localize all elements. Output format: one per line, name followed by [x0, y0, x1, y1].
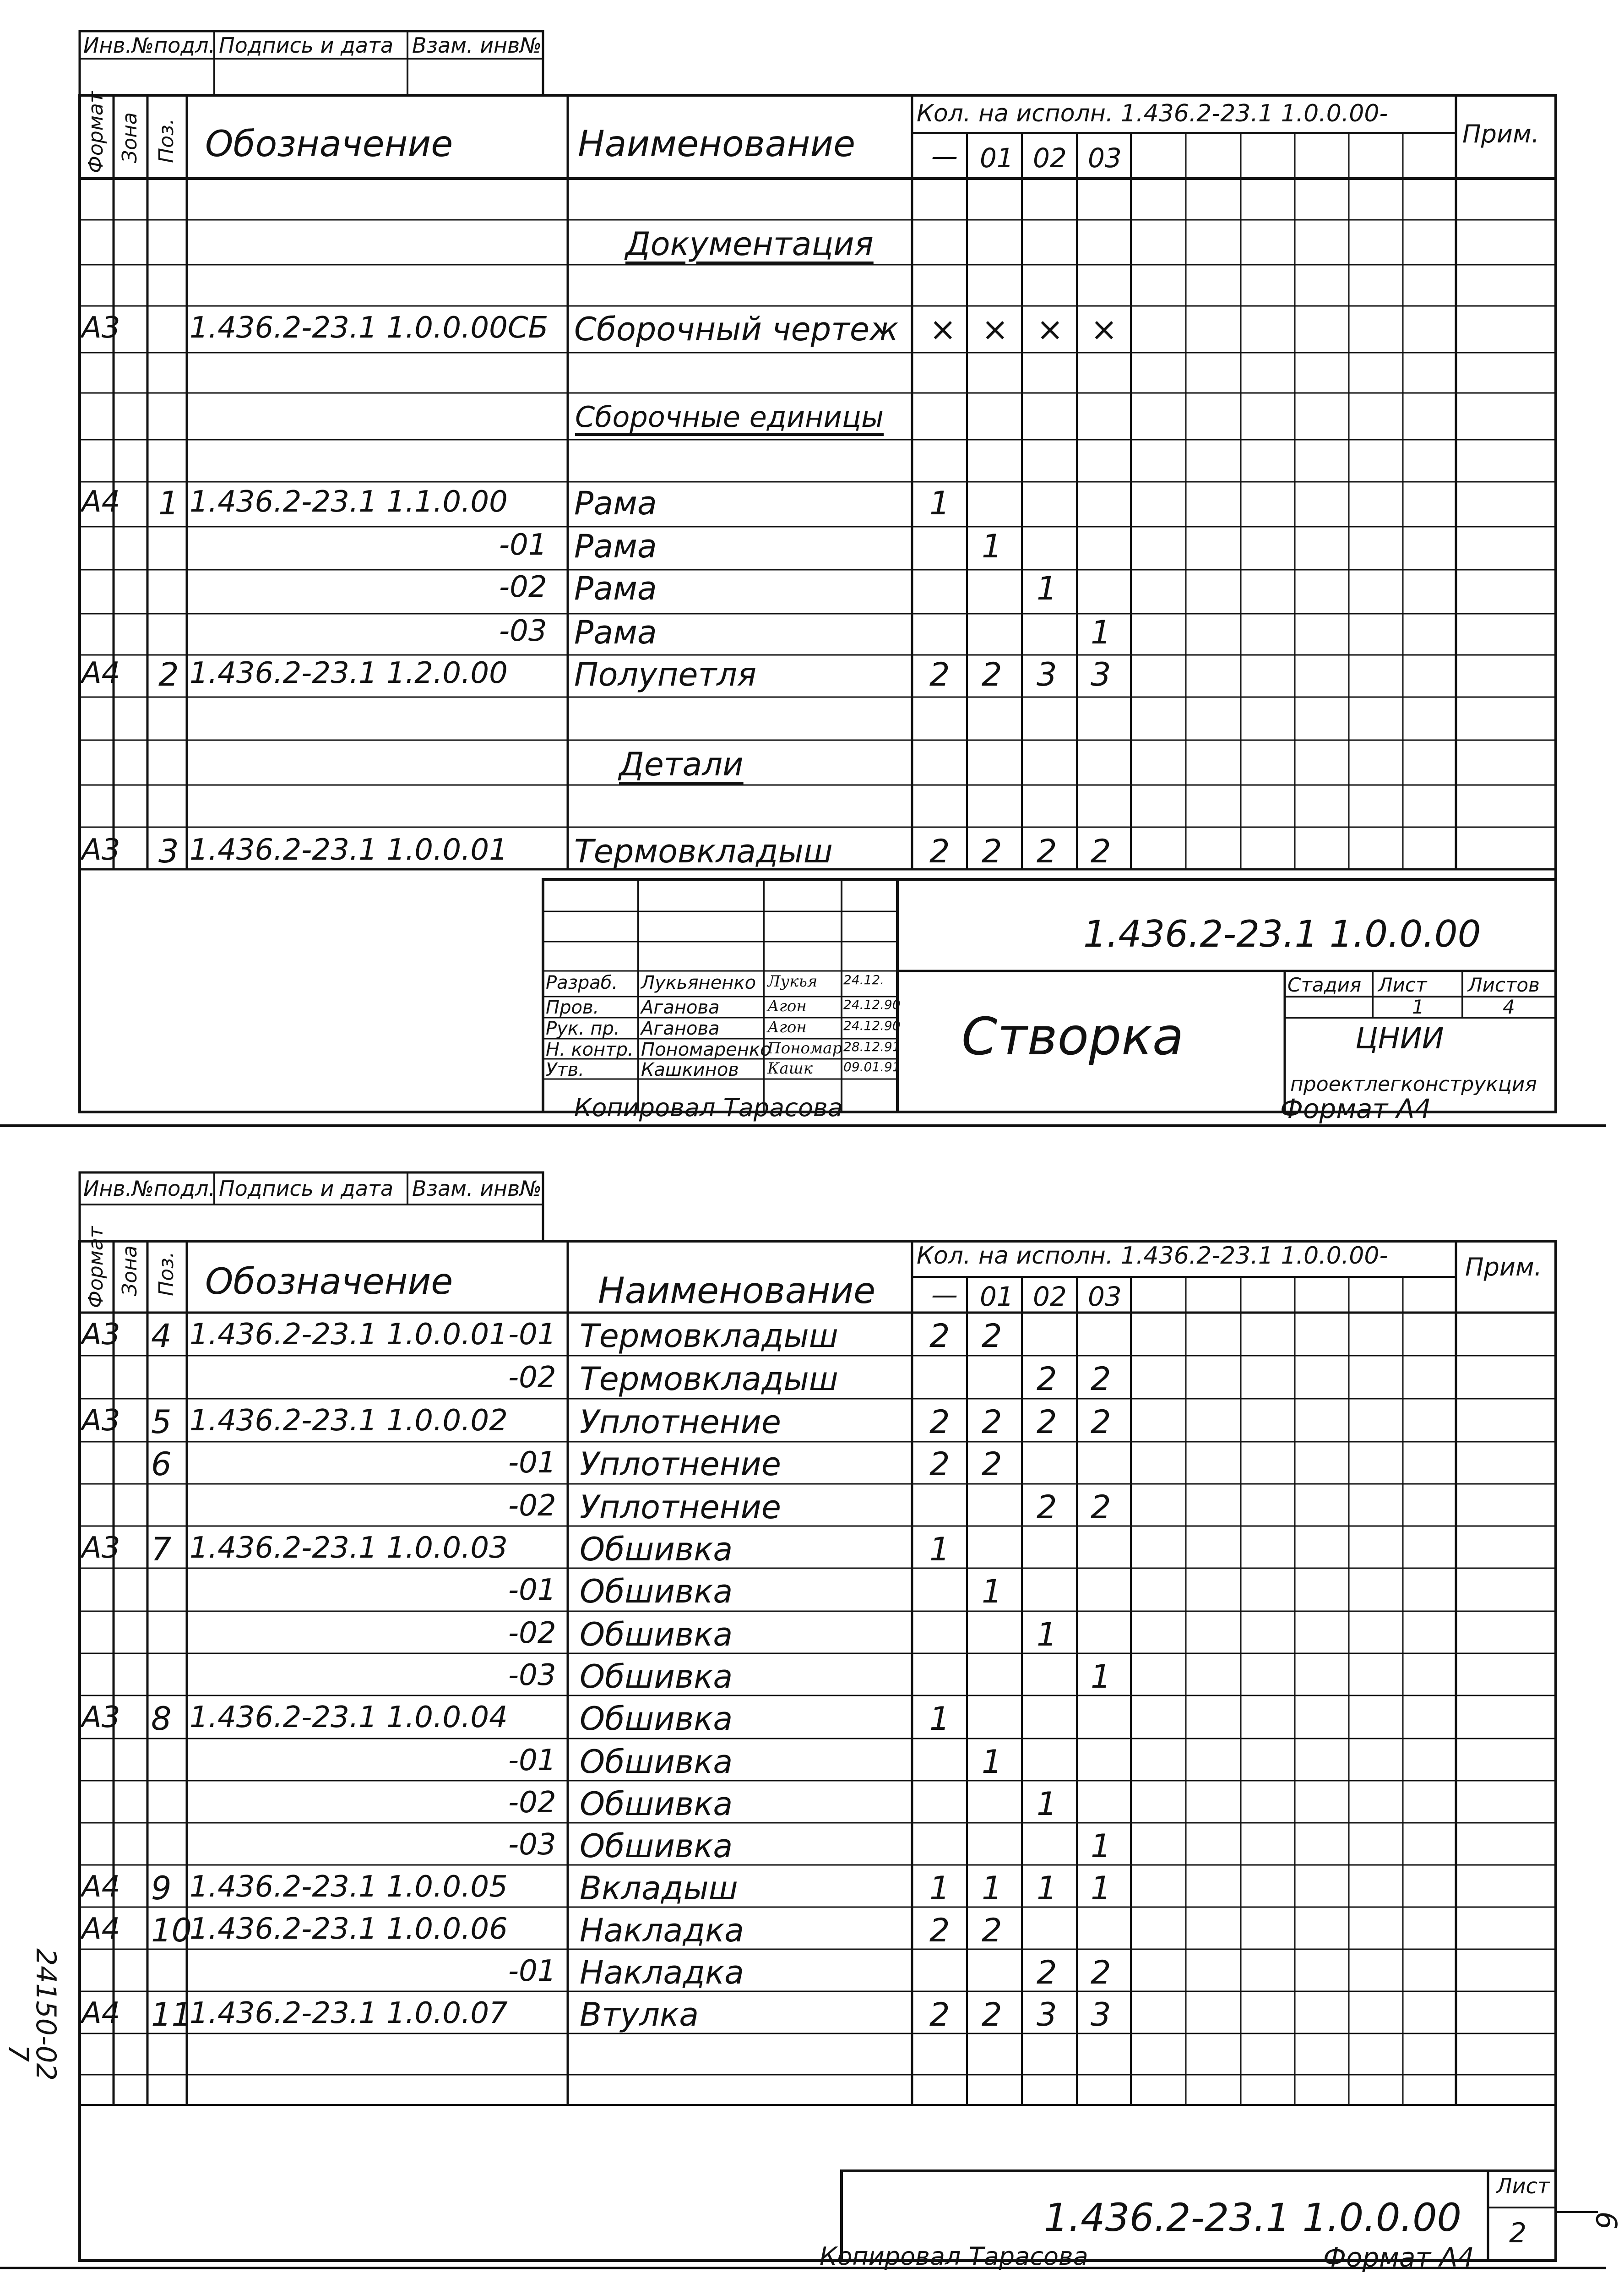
sig-person: Лукьяненко — [641, 972, 756, 993]
row-designation: -01 — [499, 528, 547, 562]
row-qty-1: 1 — [982, 1573, 1002, 1610]
col-pos-header: Поз. — [155, 118, 178, 163]
sig-role: Разраб. — [546, 972, 618, 993]
row-qty-2: 2 — [1037, 1360, 1057, 1398]
row-name: Рама — [574, 614, 657, 651]
row-name: Уплотнение — [580, 1403, 781, 1441]
row-qty-2: 1 — [1037, 1616, 1057, 1653]
sig-role: Рук. пр. — [546, 1018, 620, 1039]
row-format: А4 — [81, 656, 120, 690]
row-designation: -02 — [499, 570, 547, 604]
sig-role: Пров. — [546, 997, 599, 1018]
sheet-label-2: Лист — [1496, 2174, 1550, 2198]
row-name: Термовкладыш — [574, 833, 833, 870]
row-position: 11 — [151, 1996, 192, 2033]
row-name: Обшивка — [580, 1531, 733, 1568]
row-name: Обшивка — [580, 1827, 733, 1865]
row-qty-1: 2 — [982, 833, 1002, 870]
row-position: 2 — [158, 656, 179, 693]
row-name: Накладка — [580, 1912, 744, 1949]
row-qty-2: 2 — [1037, 1403, 1057, 1441]
row-designation: 1.436.2-23.1 1.0.0.04 — [190, 1701, 508, 1734]
row-qty-1: 2 — [982, 1403, 1002, 1441]
row-designation: 1.436.2-23.1 1.0.0.05 — [190, 1870, 508, 1904]
row-position: 1 — [158, 485, 179, 522]
row-qty-2: 1 — [1037, 570, 1057, 607]
row-qty-2: 3 — [1037, 656, 1057, 693]
row-version: -01 — [508, 1446, 556, 1480]
sheets-label: Листов — [1468, 974, 1540, 996]
exec-col-02-2: 02 — [1033, 1281, 1067, 1312]
row-designation: 1.436.2-23.1 1.0.0.02 — [190, 1404, 508, 1438]
sig-date: 09.01.91 — [843, 1059, 901, 1074]
row-qty-2: × — [1037, 311, 1064, 348]
qty-header-2: Кол. на исполн. 1.436.2-23.1 1.0.0.00- — [917, 1242, 1388, 1270]
row-qty-3: 2 — [1091, 833, 1111, 870]
sig-role: Н. контр. — [546, 1039, 634, 1060]
row-name: Рама — [574, 528, 657, 565]
sig-date: 24.12.90 — [843, 997, 901, 1012]
row-version: -01 — [508, 1318, 556, 1352]
row-qty-3: 3 — [1091, 1996, 1111, 2033]
sig-handwritten: Кашк — [767, 1059, 813, 1078]
row-version: -03 — [508, 1828, 556, 1862]
copied-by-1: Копировал Тарасова — [574, 1093, 843, 1122]
row-qty-1: 2 — [982, 1445, 1002, 1483]
org-name-line2: проектлегконструкция — [1290, 1073, 1537, 1096]
section-assemblies: Сборочные единицы — [575, 400, 884, 434]
row-format: А3 — [81, 1531, 120, 1565]
exec-col-base-2: — — [931, 1279, 958, 1310]
row-qty-0: 2 — [929, 1996, 950, 2033]
row-qty-1: 1 — [982, 528, 1002, 565]
sheet-number: 1 — [1412, 996, 1424, 1018]
row-designation: 1.436.2-23.1 1.1.0.00 — [190, 485, 508, 519]
row-qty-1: 1 — [982, 1870, 1002, 1907]
row-qty-1: × — [982, 311, 1009, 348]
sig-date: 24.12. — [843, 972, 885, 987]
row-designation: 1.436.2-23.1 1.0.0.01 — [190, 1318, 508, 1352]
row-qty-3: 2 — [1091, 1360, 1111, 1398]
row-format: А3 — [81, 1404, 120, 1438]
qty-header: Кол. на исполн. 1.436.2-23.1 1.0.0.00- — [917, 100, 1388, 127]
col-name-header-2: Наименование — [598, 1270, 876, 1312]
row-qty-0: × — [929, 311, 956, 348]
row-position: 3 — [158, 833, 179, 870]
sheet-number-2: 2 — [1509, 2217, 1527, 2249]
row-name: Рама — [574, 485, 657, 522]
row-format: А3 — [81, 833, 120, 867]
sig-person: Аганова — [641, 997, 720, 1018]
section-documentation: Документация — [625, 225, 874, 263]
header-signature-date-2: Подпись и дата — [219, 1176, 394, 1201]
row-name: Уплотнение — [580, 1488, 781, 1526]
row-qty-3: 2 — [1091, 1954, 1111, 1991]
row-position: 9 — [151, 1870, 172, 1907]
row-qty-0: 2 — [929, 833, 950, 870]
row-name: Сборочный чертеж — [574, 311, 899, 348]
row-format: А3 — [81, 1318, 120, 1352]
row-qty-0: 1 — [929, 1870, 950, 1907]
row-position: 8 — [151, 1700, 172, 1738]
row-name: Обшивка — [580, 1785, 733, 1823]
row-qty-2: 1 — [1037, 1785, 1057, 1823]
row-version: -02 — [508, 1786, 556, 1820]
row-version: -01 — [508, 1744, 556, 1777]
sig-handwritten: Агон — [767, 997, 807, 1015]
row-qty-0: 2 — [929, 1912, 950, 1949]
page-number: 9 — [1591, 2211, 1624, 2229]
col-name-header: Наименование — [578, 124, 856, 165]
sheets-total: 4 — [1503, 996, 1515, 1018]
section-parts: Детали — [619, 746, 744, 783]
row-position: 7 — [151, 1531, 172, 1568]
col-designation-header: Обозначение — [205, 124, 453, 165]
row-qty-2: 2 — [1037, 833, 1057, 870]
row-qty-3: 2 — [1091, 1488, 1111, 1526]
row-qty-2: 1 — [1037, 1870, 1057, 1907]
row-name: Термовкладыш — [580, 1360, 838, 1398]
stage-label: Стадия — [1287, 974, 1362, 996]
col-designation-header-2: Обозначение — [205, 1261, 453, 1303]
col-zone-header: Зона — [118, 112, 141, 163]
row-qty-1: 1 — [982, 1743, 1002, 1781]
row-qty-0: 2 — [929, 1445, 950, 1483]
row-version: -01 — [508, 1954, 556, 1988]
sig-date: 24.12.90 — [843, 1018, 901, 1033]
sig-handwritten: Пономар — [767, 1039, 842, 1057]
col-pos-header-2: Поз. — [155, 1251, 178, 1296]
format-label-1: Формат А4 — [1280, 1093, 1432, 1124]
product-name: Створка — [961, 1007, 1184, 1067]
row-name: Обшивка — [580, 1700, 733, 1738]
row-name: Обшивка — [580, 1573, 733, 1610]
sig-date: 28.12.91 — [843, 1039, 901, 1054]
header-inv-no-2: Инв.№подл. — [83, 1176, 216, 1201]
row-designation: 1.436.2-23.1 1.0.0.00СБ — [190, 311, 549, 345]
col-note-header: Прим. — [1462, 120, 1539, 148]
col-format-header-2: Формат — [84, 1226, 108, 1308]
row-qty-3: 2 — [1091, 1403, 1111, 1441]
row-qty-0: 1 — [929, 485, 950, 522]
row-name: Вкладыш — [580, 1870, 738, 1907]
row-qty-1: 2 — [982, 1996, 1002, 2033]
header-replaces-inv-2: Взам. инв№ — [412, 1176, 542, 1201]
row-name: Накладка — [580, 1954, 744, 1991]
row-designation: 1.436.2-23.1 1.0.0.07 — [190, 1996, 508, 2030]
row-version: -02 — [508, 1489, 556, 1523]
format-label-2: Формат А4 — [1323, 2242, 1475, 2273]
row-qty-0: 1 — [929, 1531, 950, 1568]
sig-person: Пономаренко — [641, 1039, 771, 1060]
row-qty-1: 2 — [982, 1912, 1002, 1949]
sheet-label: Лист — [1378, 974, 1427, 996]
row-qty-2: 2 — [1037, 1954, 1057, 1991]
archive-code: 24150-02 — [30, 1948, 62, 2081]
header-signature-date: Подпись и дата — [219, 33, 394, 58]
row-qty-1: 2 — [982, 1317, 1002, 1355]
exec-col-base: — — [931, 141, 958, 172]
row-name: Обшивка — [580, 1743, 733, 1781]
row-version: -02 — [508, 1616, 556, 1650]
header-inv-no: Инв.№подл. — [83, 33, 216, 58]
header-replaces-inv: Взам. инв№ — [412, 33, 542, 58]
row-qty-3: 3 — [1091, 656, 1111, 693]
row-qty-0: 2 — [929, 1403, 950, 1441]
col-format-header: Формат — [84, 91, 108, 173]
sig-person: Кашкинов — [641, 1059, 739, 1080]
title-designation-2: 1.436.2-23.1 1.0.0.00 — [1044, 2195, 1461, 2240]
row-position: 4 — [151, 1317, 172, 1355]
title-designation: 1.436.2-23.1 1.0.0.00 — [1083, 913, 1481, 955]
col-zone-header-2: Зона — [118, 1245, 141, 1296]
row-qty-3: × — [1091, 311, 1118, 348]
row-qty-2: 3 — [1037, 1996, 1057, 2033]
row-format: А4 — [81, 1912, 120, 1946]
row-position: 10 — [151, 1912, 192, 1949]
exec-col-01: 01 — [980, 142, 1014, 174]
row-qty-0: 2 — [929, 1317, 950, 1355]
exec-col-03: 03 — [1088, 142, 1122, 174]
col-note-header-2: Прим. — [1465, 1253, 1542, 1281]
row-qty-3: 1 — [1091, 1658, 1111, 1695]
row-qty-3: 1 — [1091, 1827, 1111, 1865]
row-designation: 1.436.2-23.1 1.2.0.00 — [190, 656, 508, 690]
row-name: Уплотнение — [580, 1445, 781, 1483]
row-name: Втулка — [580, 1996, 699, 2033]
row-format: А4 — [81, 1870, 120, 1904]
row-designation: 1.436.2-23.1 1.0.0.03 — [190, 1531, 508, 1565]
archive-page: 7 — [2, 2044, 34, 2062]
sig-role: Утв. — [546, 1059, 584, 1080]
row-format: А3 — [81, 1701, 120, 1734]
row-designation: -03 — [499, 614, 547, 648]
row-qty-3: 1 — [1091, 1870, 1111, 1907]
sig-handwritten: Агон — [767, 1018, 807, 1036]
row-position: 6 — [151, 1445, 172, 1483]
row-version: -02 — [508, 1361, 556, 1395]
exec-col-03-2: 03 — [1088, 1281, 1122, 1312]
row-qty-3: 1 — [1091, 614, 1111, 651]
row-qty-2: 2 — [1037, 1488, 1057, 1526]
org-name: ЦНИИ — [1355, 1022, 1444, 1056]
row-name: Обшивка — [580, 1658, 733, 1695]
row-name: Полупетля — [574, 656, 757, 693]
row-qty-0: 2 — [929, 656, 950, 693]
row-qty-0: 1 — [929, 1700, 950, 1738]
exec-col-02: 02 — [1033, 142, 1067, 174]
exec-col-01-2: 01 — [980, 1281, 1014, 1312]
row-name: Рама — [574, 570, 657, 607]
row-designation: 1.436.2-23.1 1.0.0.01 — [190, 833, 508, 867]
row-position: 5 — [151, 1403, 172, 1441]
row-version: -01 — [508, 1573, 556, 1607]
row-designation: 1.436.2-23.1 1.0.0.06 — [190, 1912, 508, 1946]
sig-handwritten: Лукья — [767, 972, 818, 991]
row-version: -03 — [508, 1658, 556, 1692]
row-name: Обшивка — [580, 1616, 733, 1653]
row-qty-1: 2 — [982, 656, 1002, 693]
sig-person: Аганова — [641, 1018, 720, 1039]
row-format: А4 — [81, 485, 120, 519]
row-format: А4 — [81, 1996, 120, 2030]
row-name: Термовкладыш — [580, 1317, 838, 1355]
row-format: А3 — [81, 311, 120, 345]
copied-by-2: Копировал Тарасова — [820, 2242, 1088, 2271]
